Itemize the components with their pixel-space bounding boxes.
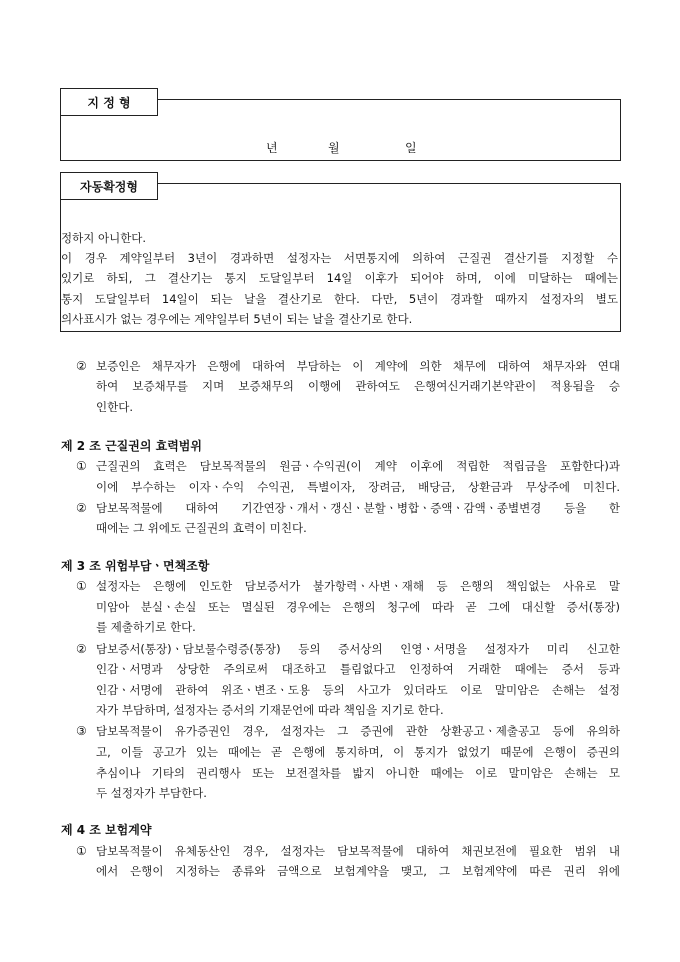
auto-line: 정하지 아니한다.	[61, 231, 147, 245]
item-line: 에서 은행이 지정하는 종류와 금액으로 보험계약을 맺고, 그 보험계약에 따른 권리 위에	[96, 864, 620, 878]
auto-line: 있기로 하되, 그 결산기는 통지 도달일부터 14일 이후가 되어야 하며, 이에 미달하는 때에는	[61, 271, 618, 285]
item-marker: ②	[76, 501, 87, 515]
article-3-heading: 제 3 조 위험부담ㆍ면책조항	[61, 559, 210, 573]
clause-marker: ②	[76, 359, 87, 373]
item-line: 자가 부담하며, 설정자는 증서의 기재문언에 따라 책임을 지기로 한다.	[96, 703, 444, 717]
item-line: 추심이나 기타의 권리행사 또는 보전절차를 밟지 아니한 때에는 이로 말미암은 손해는 모	[96, 766, 620, 780]
item-marker: ②	[76, 642, 87, 656]
designated-type-label: 지 정 형	[60, 88, 158, 116]
item-line: 근질권의 효력은 담보목적물의 원금ㆍ수익권(이 계약 이후에 적립한 적립금을 포함한다)과	[96, 459, 620, 473]
item-marker: ①	[76, 844, 87, 858]
auto-confirm-label: 자동확정형	[60, 172, 158, 200]
item-line: 담보목적물이 유가증권인 경우, 설정자는 그 증권에 관한 상환공고ㆍ제출공고 등에 유의하	[96, 724, 620, 738]
clause-line: 하여 보증채무를 지며 보증채무의 이행에 관하여도 은행여신거래기본약관이 적용됨을 승	[96, 379, 620, 393]
item-line: 인감ㆍ서명에 관하여 위조ㆍ변조ㆍ도용 등의 사고가 있더라도 이로 말미암은 손해는 설정	[96, 683, 620, 697]
auto-line: 이 경우 계약일부터 3년이 경과하면 설정자는 서면통지에 의하여 근질권 결산기를 지정할 수	[61, 251, 618, 265]
date-year: 년	[266, 141, 278, 155]
item-line: 담보증서(통장)ㆍ담보물수령증(통장) 등의 증서상의 인영ㆍ서명을 설정자가 미리 신고한	[96, 642, 620, 656]
item-line: 때에는 그 위에도 근질권의 효력이 미친다.	[96, 521, 307, 535]
item-line: 를 제출하기로 한다.	[96, 620, 196, 634]
item-line: 설정자는 은행에 인도한 담보증서가 불가항력ㆍ사변ㆍ재해 등 은행의 책임없는 사유로 말	[96, 579, 620, 593]
item-marker: ①	[76, 459, 87, 473]
item-marker: ①	[76, 579, 87, 593]
auto-line: 통지 도달일부터 14일이 되는 날을 결산기로 한다. 다만, 5년이 경과할 때까지 설정자의 별도	[61, 292, 618, 306]
date-month: 월	[328, 141, 340, 155]
item-line: 미암아 분실ㆍ손실 또는 멸실된 경우에는 은행의 청구에 따라 곧 그에 대신할 증서(통장)	[96, 600, 620, 614]
item-line: 고, 이들 공고가 있는 때에는 곧 은행에 통지하며, 이 통지가 없었기 때문에 은행이 증권의	[96, 745, 620, 759]
item-marker: ③	[76, 724, 87, 738]
item-line: 담보목적물이 유체동산인 경우, 설정자는 담보목적물에 대하여 채권보전에 필요한 범위 내	[96, 844, 620, 858]
article-2-heading: 제 2 조 근질권의 효력범위	[61, 439, 202, 453]
clause-line: 보증인은 채무자가 은행에 대하여 부담하는 이 계약에 의한 채무에 대하여 채무자와 연대	[96, 359, 620, 373]
clause-line: 인한다.	[96, 400, 133, 414]
date-day: 일	[405, 141, 417, 155]
item-line: 인감ㆍ서명과 상당한 주의로써 대조하고 틀림없다고 인정하여 거래한 때에는 증서 등과	[96, 662, 620, 676]
auto-line: 의사표시가 없는 경우에는 계약일부터 5년이 되는 날을 결산기로 한다.	[61, 312, 413, 326]
article-4-heading: 제 4 조 보험계약	[61, 823, 152, 837]
item-line: 담보목적물에 대하여 기간연장ㆍ개서ㆍ갱신ㆍ분할ㆍ병합ㆍ증액ㆍ감액ㆍ종별변경 등을 한	[96, 501, 620, 515]
item-line: 두 설정자가 부담한다.	[96, 786, 207, 800]
item-line: 이에 부수하는 이자ㆍ수익 수익권, 특별이자, 장려금, 배당금, 상환금과 무상주에 미친다.	[96, 480, 620, 494]
